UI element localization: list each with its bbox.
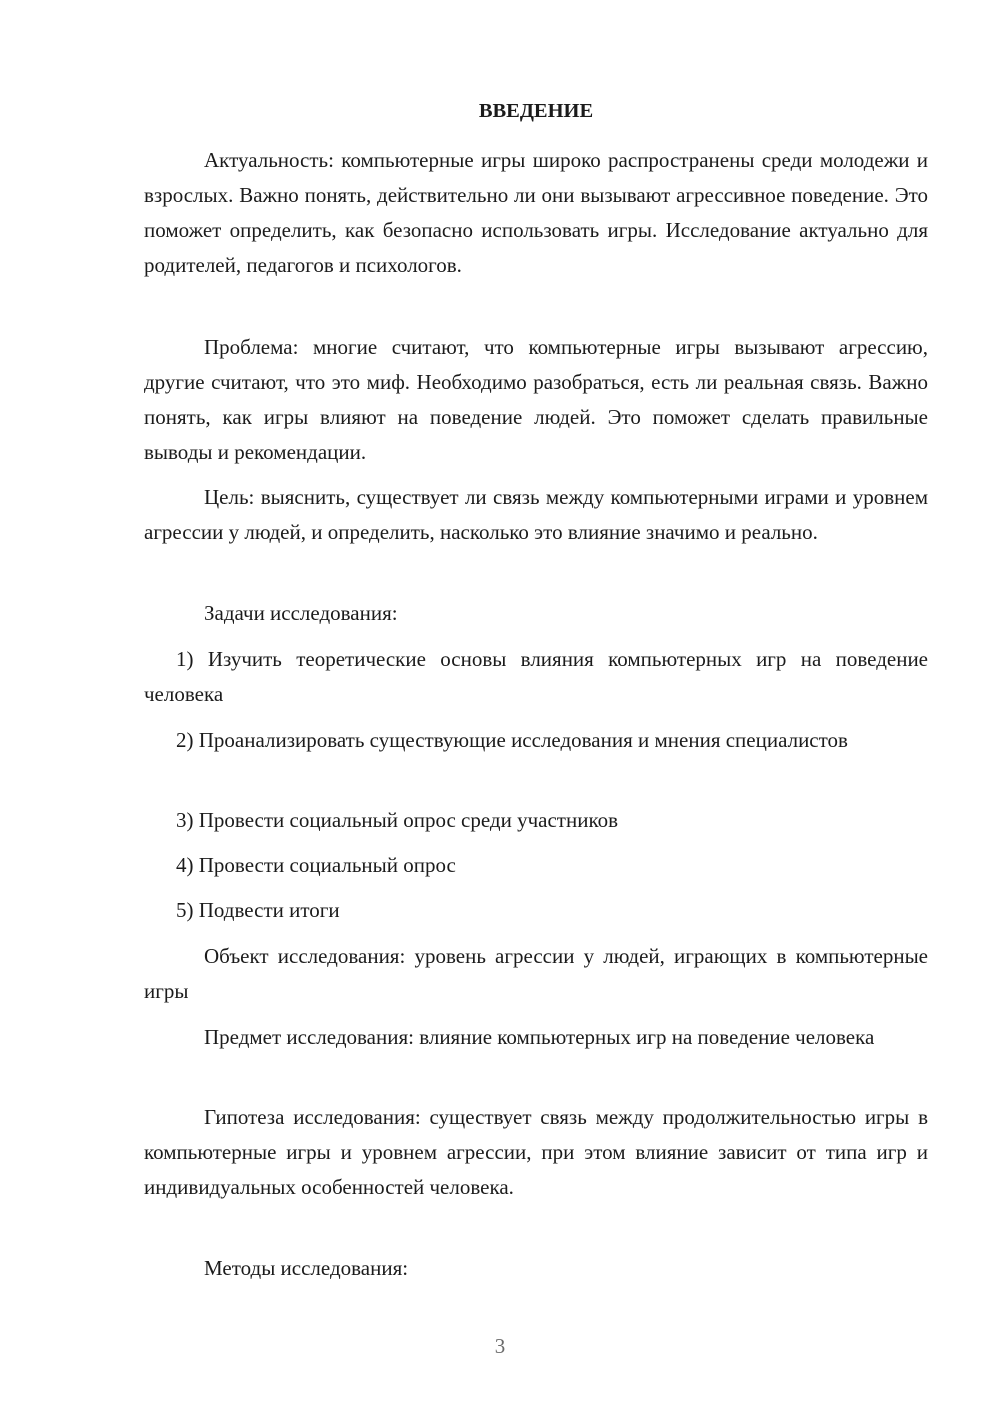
paragraph-goal: Цель: выяснить, существует ли связь между компьютерными играми и уровнем агрессии у людей, и определить, насколько это влияние значимо и реально. bbox=[144, 485, 928, 544]
paragraph-relevance: Актуальность: компьютерные игры широко распространены среди молодежи и взрослых. Важно понять, действительно ли они вызывают агрессивное поведение. Это поможет определить, как безопасно использовать игры. Исследование актуально для родителей, педагогов и психологов. bbox=[144, 148, 928, 277]
task-item-5: 5) Подвести итоги bbox=[176, 898, 340, 922]
task-item-1: 1) Изучить теоретические основы влияния компьютерных игр на поведение человека bbox=[144, 647, 928, 706]
task-item-4: 4) Провести социальный опрос bbox=[176, 853, 456, 877]
task-item-2: 2) Проанализировать существующие исследования и мнения специалистов bbox=[176, 728, 848, 752]
paragraph-object: Объект исследования: уровень агрессии у людей, играющих в компьютерные игры bbox=[144, 944, 928, 1003]
task-item-3: 3) Провести социальный опрос среди участников bbox=[176, 808, 619, 832]
page-number: 3 bbox=[494, 1334, 506, 1358]
methods-heading: Методы исследования: bbox=[204, 1256, 409, 1280]
paragraph-subject: Предмет исследования: влияние компьютерных игр на поведение человека bbox=[204, 1025, 875, 1049]
paragraph-problem: Проблема: многие считают, что компьютерные игры вызывают агрессию, другие считают, что это миф. Необходимо разобраться, есть ли реальная связь. Важно понять, как игры влияют на поведение людей. Это поможет сделать правильные выводы и рекомендации. bbox=[144, 335, 928, 464]
tasks-heading: Задачи исследования: bbox=[204, 601, 398, 625]
document-page bbox=[144, 0, 928, 1414]
page-title: ВВЕДЕНИЕ bbox=[478, 100, 594, 122]
paragraph-hypothesis: Гипотеза исследования: существует связь между продолжительностью игры в компьютерные игры и уровнем агрессии, при этом влияние зависит от типа игр и индивидуальных особенностей человека. bbox=[144, 1105, 928, 1199]
